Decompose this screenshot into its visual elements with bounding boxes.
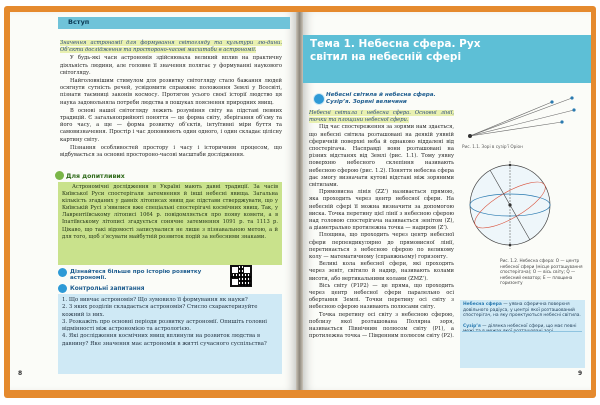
subtopic-label: Небесні світила й небесна сфера. Сузір’я. Зоряні величини bbox=[326, 92, 436, 105]
subtopic-icon bbox=[313, 93, 325, 105]
qr-corner-icon bbox=[243, 266, 251, 274]
left-main-text bbox=[60, 40, 282, 160]
question-item: 1. Що вивчає астрономія? Що зумовило її формування як науки? bbox=[62, 297, 248, 303]
figure2-caption: Рис. 1.2. Небесна сфера: O — центр небесної сфери (місце розташування спостерігача); O — вісь світу; Q — небесний екватор; E — площина горизонту bbox=[500, 258, 583, 285]
left-intro-highlight: Значення астрономії для формування світогляду та культури лю-дини. Об’єкти дослідження та простороно-часові масштаби в астрономії. bbox=[60, 40, 282, 54]
page-number-left: 8 bbox=[18, 370, 23, 377]
qr-corner-icon bbox=[231, 266, 239, 274]
right-paragraph: Під час спостереження за зорями нам здається, що небесні світила розташовані на деякій уявній сферичній поверхні неба й однаково віддалені від спостерігача. Насправді вони розташовані на різних відстанях від Землі (рис. 1.1). Тому уявну поверхню небесного склепіння називають небесною сферою (рис. 1.2). Поняття небесна сфера дає змогу визначати кутові відстані між зоряними світилами. bbox=[309, 124, 454, 189]
figure1-caption: Рис. 1.1. Зорі в сузір’ї Оріон bbox=[462, 144, 523, 149]
section-label: Вступ bbox=[68, 18, 90, 26]
right-paragraph: Площина, що проходить через центр небесної сфери перпендикулярно до прямовисної лінії, перетинається з небесною сферою по великому колу — математичному (справжньому) горизонту. bbox=[309, 232, 454, 261]
glossary-entry: Сузір’я — ділянка небесної сфери, що має певні bbox=[463, 323, 577, 329]
learn-more-link[interactable]: Дізнайтеся більше про історію розвитку астрономії. bbox=[70, 269, 202, 281]
question-item: 2. З яких розділів складається астрономія? Стисло схарактеризуйте кожний із них. bbox=[62, 304, 258, 318]
curious-label: Для допитливих bbox=[66, 173, 125, 180]
control-questions-label: Контрольні запитання bbox=[70, 286, 145, 292]
left-paragraph: В основі нашої світогляду лежить розуміння світу на підставі певних традицій. Є загальноприйняті поняття — це форма світу, зберігання об’єму та його часу, а ще — форма розвитку об’єктів, інтуїтивні міри буття та самовизначення. Простір і час доповнюють один одного, і один складає цілісну картину світу. bbox=[60, 107, 282, 143]
curious-text bbox=[62, 184, 278, 241]
left-paragraph: У будь-які часи астрономія здійснювала великий вплив на практичну діяльність людини, але головне її значення полягає у формуванні наукового світогляду. bbox=[60, 55, 282, 76]
section-header-bar bbox=[58, 17, 290, 29]
question-list bbox=[62, 297, 278, 348]
right-paragraph: Великі кола небесної сфери, які проходять через зеніт, світило й надир, називають колами висоти, або вертикальними колами (ZMZ’). bbox=[309, 261, 454, 282]
right-intro-highlight: Небесні світила і небесна сфера. Основні лінії, точки та площини небесної сфери. bbox=[309, 110, 454, 124]
qr-corner-icon bbox=[231, 278, 239, 286]
topic-title: Тема 1. Небесна сфера. Рух світил на небесній сфері bbox=[310, 38, 481, 63]
qr-code-icon[interactable] bbox=[230, 265, 252, 287]
figure-orion-rays bbox=[462, 92, 582, 142]
figure-celestial-sphere bbox=[462, 155, 582, 265]
glossary-divider bbox=[462, 331, 582, 332]
left-paragraph: Пізнання особливостей простору і часу і історичним процесом, що відбувається за основні простороно-часові масштаби дослідження. bbox=[60, 144, 282, 159]
curious-paragraph: Астрономічні дослідження в Україні мають давні традиції. За часів Київської Руси спостерігали затемнення й інші небесні явища. Загальна кількість згаданих у давніх літописах явищ дає підстави стверджувати, що у Київській Русі з’явилися вже спеціальні спостерігачі космічних явищ. Так, у Лаврентіївському літописі 1064 р. повідомляється про появу комети, а в Іпатіївському літописі згадується сонячне затемнення 1091 р. та 1113 р. Цікаво, що такі відомості записувалися не лише з пізнавальною метою, а й для того, щоб з’ясувати майбутній розвиток подій за небесними знаками. bbox=[62, 184, 278, 240]
page-number-right: 9 bbox=[578, 370, 583, 377]
question-item: 4. Які дослідження космічних явищ вплинули на розвиток людства в давнину? Яке значення має астрономія в житті сучасного суспільства? bbox=[62, 333, 267, 347]
right-paragraph: Вісь світу (P1P2) — це пряма, що проходить через центр небесної сфери паралельно осі обертання Землі. Точки перетину осі світу з небесною сферою називають полюсами світу. bbox=[309, 282, 454, 311]
curious-icon bbox=[55, 171, 64, 180]
right-paragraph: Точка перетину осі світу з небесною сферою, поблизу якої розташована Полярна зоря, називається Північним полюсом світу (P1), а протилежна точка — Південним полюсом світу (P2). bbox=[309, 311, 454, 340]
book-gutter bbox=[296, 12, 303, 390]
link-icon bbox=[58, 268, 67, 277]
question-item: 3. Розкажіть про основні періоди розвитку астрономії. Опишіть головні відмінності між астрономією та астрологією. bbox=[62, 318, 267, 333]
right-paragraph: Прямовисна лінія (ZZ’) називається прямою, яка проходить через центр небесної сфери. На небесній сфері її можна визначити за допомогою виска. Точка перетину цієї лінії з небесною сферою над головою спостерігача називається зенітом (Z), а діаметрально протилежна точка — надиром (Z’). bbox=[309, 189, 454, 232]
question-icon bbox=[58, 284, 67, 293]
left-paragraph: Найголовнішим стимулом для розвитку світогляду стало бажання людей осягнути сутність речей, усвідомити справжнє положення Землі у Всесвіті, пізнати таємниці законів космосу. Протягом усього своєї історії людство ця наука задовольняла потреби людства в пошуках пояснення природних явищ. bbox=[60, 78, 282, 106]
right-main-text bbox=[309, 110, 454, 341]
glossary-entry: Небесна сфера — уявна сферична поверхня довільного радіуса, у центрі якої розташований спостерігач, на яку проектуються небесні світила. bbox=[463, 302, 581, 319]
